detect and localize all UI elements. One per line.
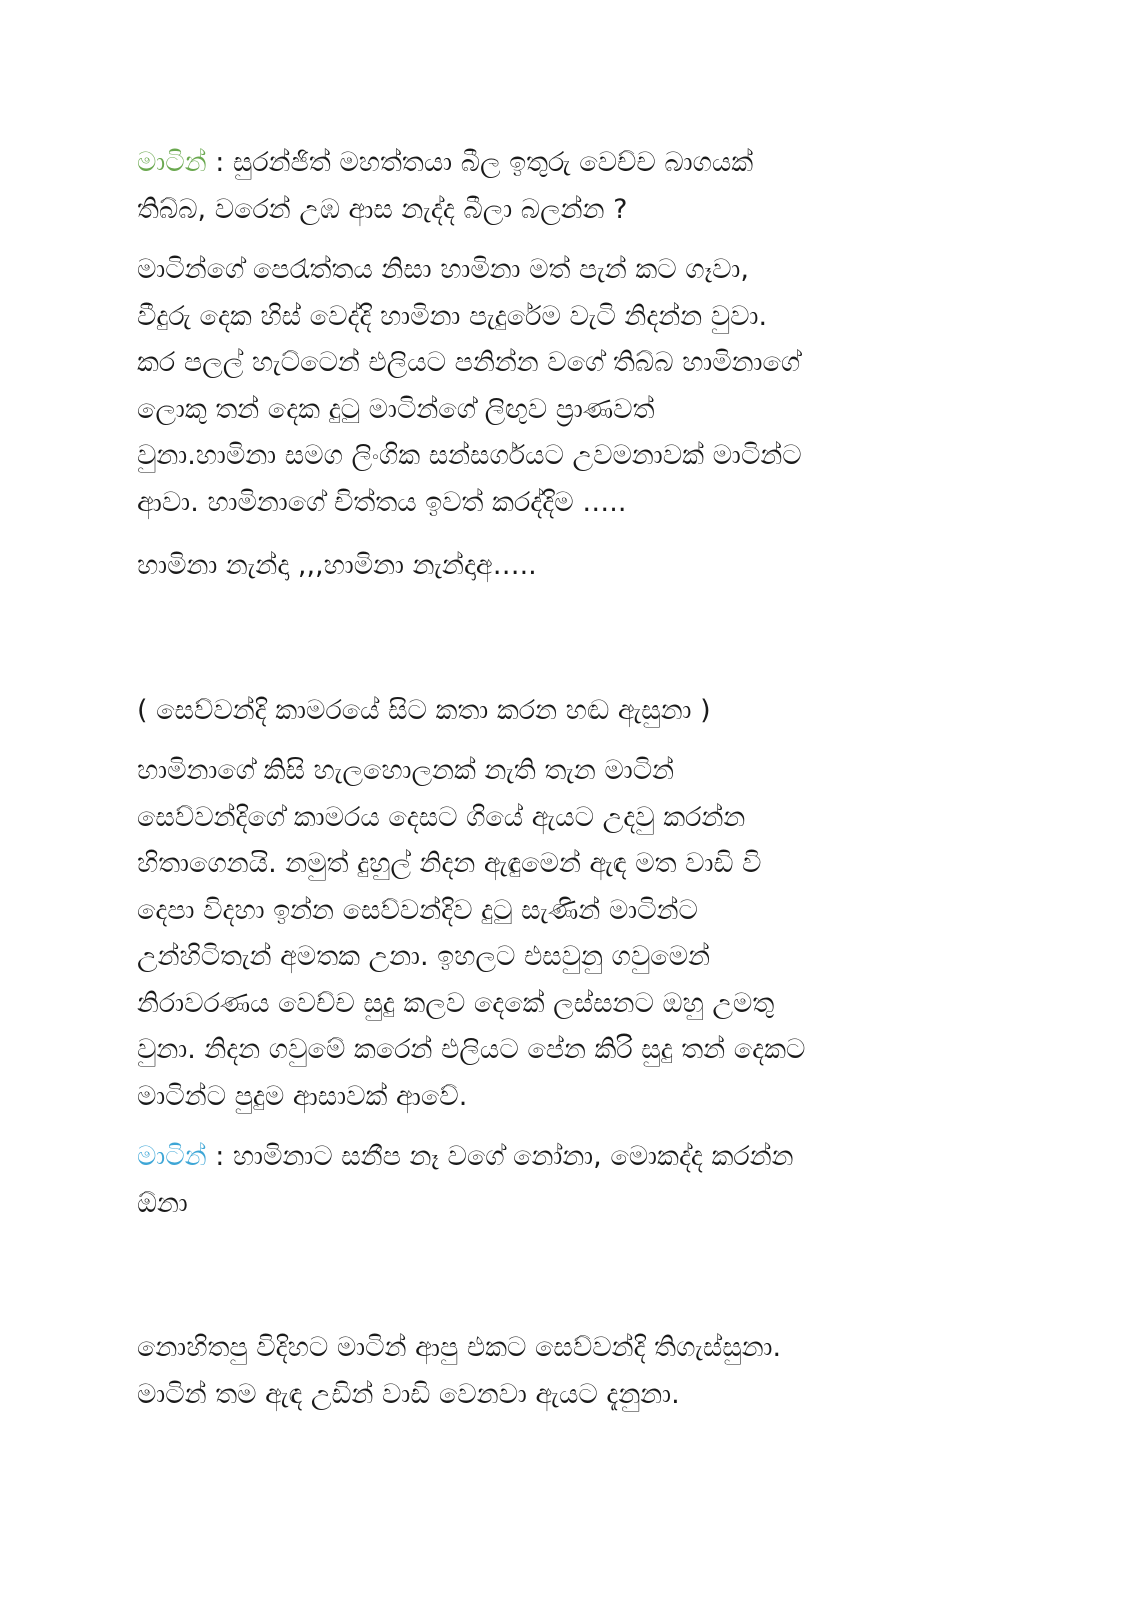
dialogue-line: ඕනා bbox=[137, 1187, 188, 1219]
speaker-name: මාටින් bbox=[137, 1141, 207, 1172]
paragraph-line: වුනා. නිදන ගවුමේ කරෙන් එලියට පේන කිරි සුදු තන් දෙකට bbox=[137, 1034, 806, 1065]
paragraph-line: කර පලල් හැට්ටෙන් එලියට පනින්න වගේ තිබ්බ හාමිනාගේ bbox=[137, 347, 801, 378]
story-text-column bbox=[137, 140, 997, 1418]
paragraph-line: හිතාගෙනයි. නමුත් දුහුල් නිදන ඇඳුමෙන් ඇඳ මත වාඩි වි bbox=[137, 848, 762, 879]
paragraph-line: හාමිනාගේ කිසි හැලහොලනක් නැති තැන මාටින් bbox=[137, 755, 675, 786]
dialogue-text: : සුරන්ජිත් මහත්තයා බීල ඉතුරු වෙච්ච බාගයක් bbox=[206, 147, 754, 178]
paragraph-line: මාටින්ට පුදුම ආසාවක් ආවේ. bbox=[137, 1080, 468, 1112]
dialogue-line: තිබ්බ, වරෙන් උඹ ආස නැද්ද බීලා බලන්න ? bbox=[137, 193, 628, 225]
dialogue-martin-1 bbox=[137, 140, 997, 233]
speaker-name: මාටින් bbox=[137, 147, 207, 178]
stage-direction-text: ( සෙව්වන්දි කාමරයේ සිට කතා කරන හඬ ඇසුනා ) bbox=[137, 694, 711, 726]
paragraph-line: උන්හිටිතැන් අමතක උනා. ඉහලට එසවුනු ගවුමෙන් bbox=[137, 941, 710, 972]
dialogue-text: : හාමිනාට සනීප නෑ වගේ නෝනා, මොකද්ද කරන්න bbox=[206, 1141, 794, 1172]
paragraph-line: ආවා. හාමිනාගේ චිත්තය ඉවත් කරද්දිම ….. bbox=[137, 486, 627, 518]
narration-paragraph-4 bbox=[137, 1325, 997, 1418]
paragraph-line: ලොකු තන් දෙක දුටු මාටින්ගේ ලිඟුව ප්‍රාණවත් bbox=[137, 393, 655, 425]
paragraph-line: මාටින්ගේ පෙරැත්තය නිසා හාමිනා මත් පැන් කට ගෑවා, bbox=[137, 254, 750, 285]
paragraph-line: වීදුරු දෙක හිස් වෙද්දි හාමිනා පැදුරේම වැටි නිදන්න වුවා. bbox=[137, 300, 768, 332]
narration-paragraph-3 bbox=[137, 748, 997, 1120]
dialogue-line bbox=[137, 140, 997, 187]
stage-direction bbox=[137, 688, 997, 735]
paragraph-line: දෙපා විදහා ඉන්න සෙව්වන්දිව දුටු සැණින් මාටින්ට bbox=[137, 894, 698, 926]
paragraph-line: නිරාවරණය වෙච්ච සුදු කලව දෙකේ ලස්සනට ඔහු උමතු bbox=[137, 987, 775, 1019]
narration-paragraph-1 bbox=[137, 247, 997, 526]
narration-paragraph-2 bbox=[137, 543, 997, 590]
paragraph-line: මාටින් තම ඇඳ උඩින් වාඩි වෙනවා ඇයට දැනුනා. bbox=[137, 1378, 680, 1410]
paragraph-line: වුනා.හාමිනා සමග ලිංගික සන්සර්ගයට උවමනාවක් මාටින්ට bbox=[137, 440, 802, 471]
paragraph-line: හාමිනා නැන්දා ,,,හාමිනා නැන්දාඅ….. bbox=[137, 550, 537, 581]
paragraph-line: සෙව්වන්දිගේ කාමරය දෙසට ගියේ ඇයට උදවු කරන්න bbox=[137, 801, 746, 833]
dialogue-line bbox=[137, 1134, 997, 1181]
dialogue-martin-2 bbox=[137, 1134, 997, 1227]
paragraph-line: නොහිතපු විදිහට මාටින් ආපු එකට සෙව්වන්දි තිගැස්සුනා. bbox=[137, 1332, 782, 1363]
